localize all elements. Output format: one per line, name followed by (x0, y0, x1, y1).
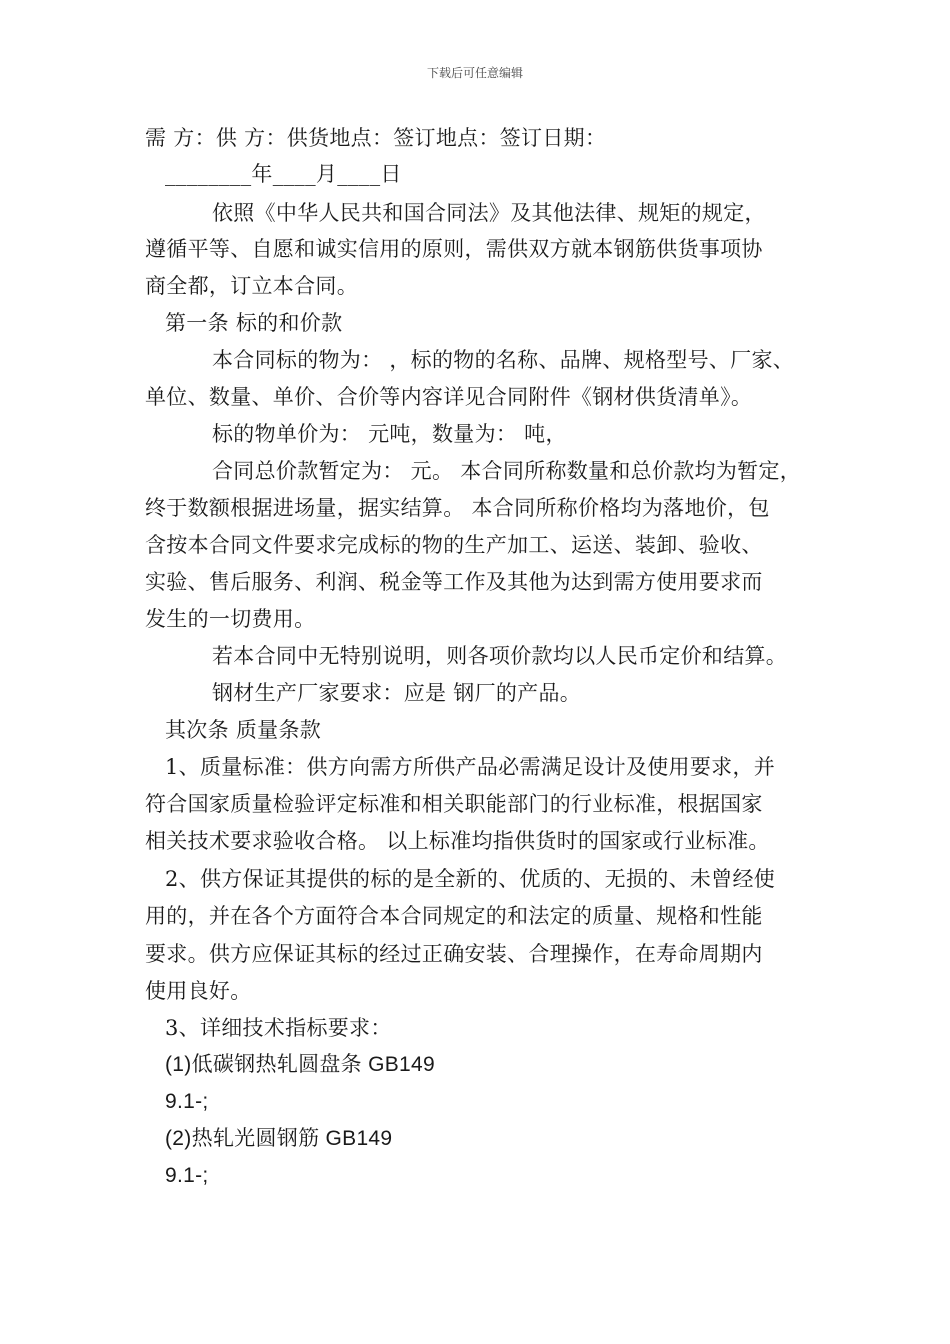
preamble-line-1: 依照《中华人民共和国合同法》及其他法律、规矩的规定， (212, 201, 766, 225)
quality-2-line-1: 2、供方保证其提供的标的是全新的、优质的、无损的、未曾经使 (165, 867, 776, 891)
total-price-line-5: 发生的一切费用。 (145, 607, 316, 631)
manufacturer-line: 钢材生产厂家要求：应是 钢厂的产品。 (212, 681, 582, 705)
article-1-heading: 第一条 标的和价款 (165, 311, 343, 335)
total-price-line-1: 合同总价款暂定为： 元。 本合同所称数量和总价款均为暂定， (212, 459, 802, 483)
spec-2-line-2: 9.1-; (165, 1164, 209, 1187)
quality-1-line-2: 符合国家质量检验评定标准和相关职能部门的行业标准，根据国家 (145, 792, 763, 816)
preamble-line-2: 遵循平等、自愿和诚实信用的原则，需供双方就本钢筋供货事项协 (145, 237, 763, 261)
spec-1-line-1: (1)低碳钢热轧圆盘条 GB149 (165, 1053, 435, 1076)
total-price-line-2: 终于数额根据进场量，据实结算。 本合同所称价格均为落地价，包 (145, 496, 770, 520)
preamble-line-3: 商全都，订立本合同。 (145, 274, 358, 298)
header-note: 下载后可任意编辑 (426, 66, 523, 80)
parties-line: 需 方：供 方：供货地点：签订地点：签订日期： (145, 126, 607, 150)
article-1-line-2: 单位、数量、单价、合价等内容详见合同附件《钢材供货清单》。 (145, 385, 753, 409)
quality-3-heading: 3、详细技术指标要求： (165, 1016, 392, 1040)
quality-2-line-4: 使用良好。 (145, 979, 252, 1003)
currency-line: 若本合同中无特别说明，则各项价款均以人民币定价和结算。 (212, 644, 788, 668)
unit-price-line: 标的物单价为： 元吨，数量为： 吨， (212, 422, 567, 446)
quality-1-line-3: 相关技术要求验收合格。 以上标准均指供货时的国家或行业标准。 (145, 829, 770, 853)
quality-1-line-1: 1、质量标准：供方向需方所供产品必需满足设计及使用要求，并 (165, 755, 776, 779)
date-line: ________年____月____日 (165, 162, 402, 186)
spec-2-line-1: (2)热轧光圆钢筋 GB149 (165, 1127, 393, 1150)
article-2-heading: 其次条 质量条款 (165, 718, 322, 742)
article-1-line-1: 本合同标的物为： ，标的物的名称、品牌、规格型号、厂家、 (212, 348, 795, 372)
spec-1-line-2: 9.1-; (165, 1090, 209, 1113)
quality-2-line-3: 要求。供方应保证其标的经过正确安装、合理操作，在寿命周期内 (145, 942, 763, 966)
total-price-line-3: 含按本合同文件要求完成标的物的生产加工、运送、装卸、验收、 (145, 533, 763, 557)
quality-2-line-2: 用的，并在各个方面符合本合同规定的和法定的质量、规格和性能 (145, 904, 763, 928)
total-price-line-4: 实验、售后服务、利润、税金等工作及其他为达到需方使用要求而 (145, 570, 763, 594)
